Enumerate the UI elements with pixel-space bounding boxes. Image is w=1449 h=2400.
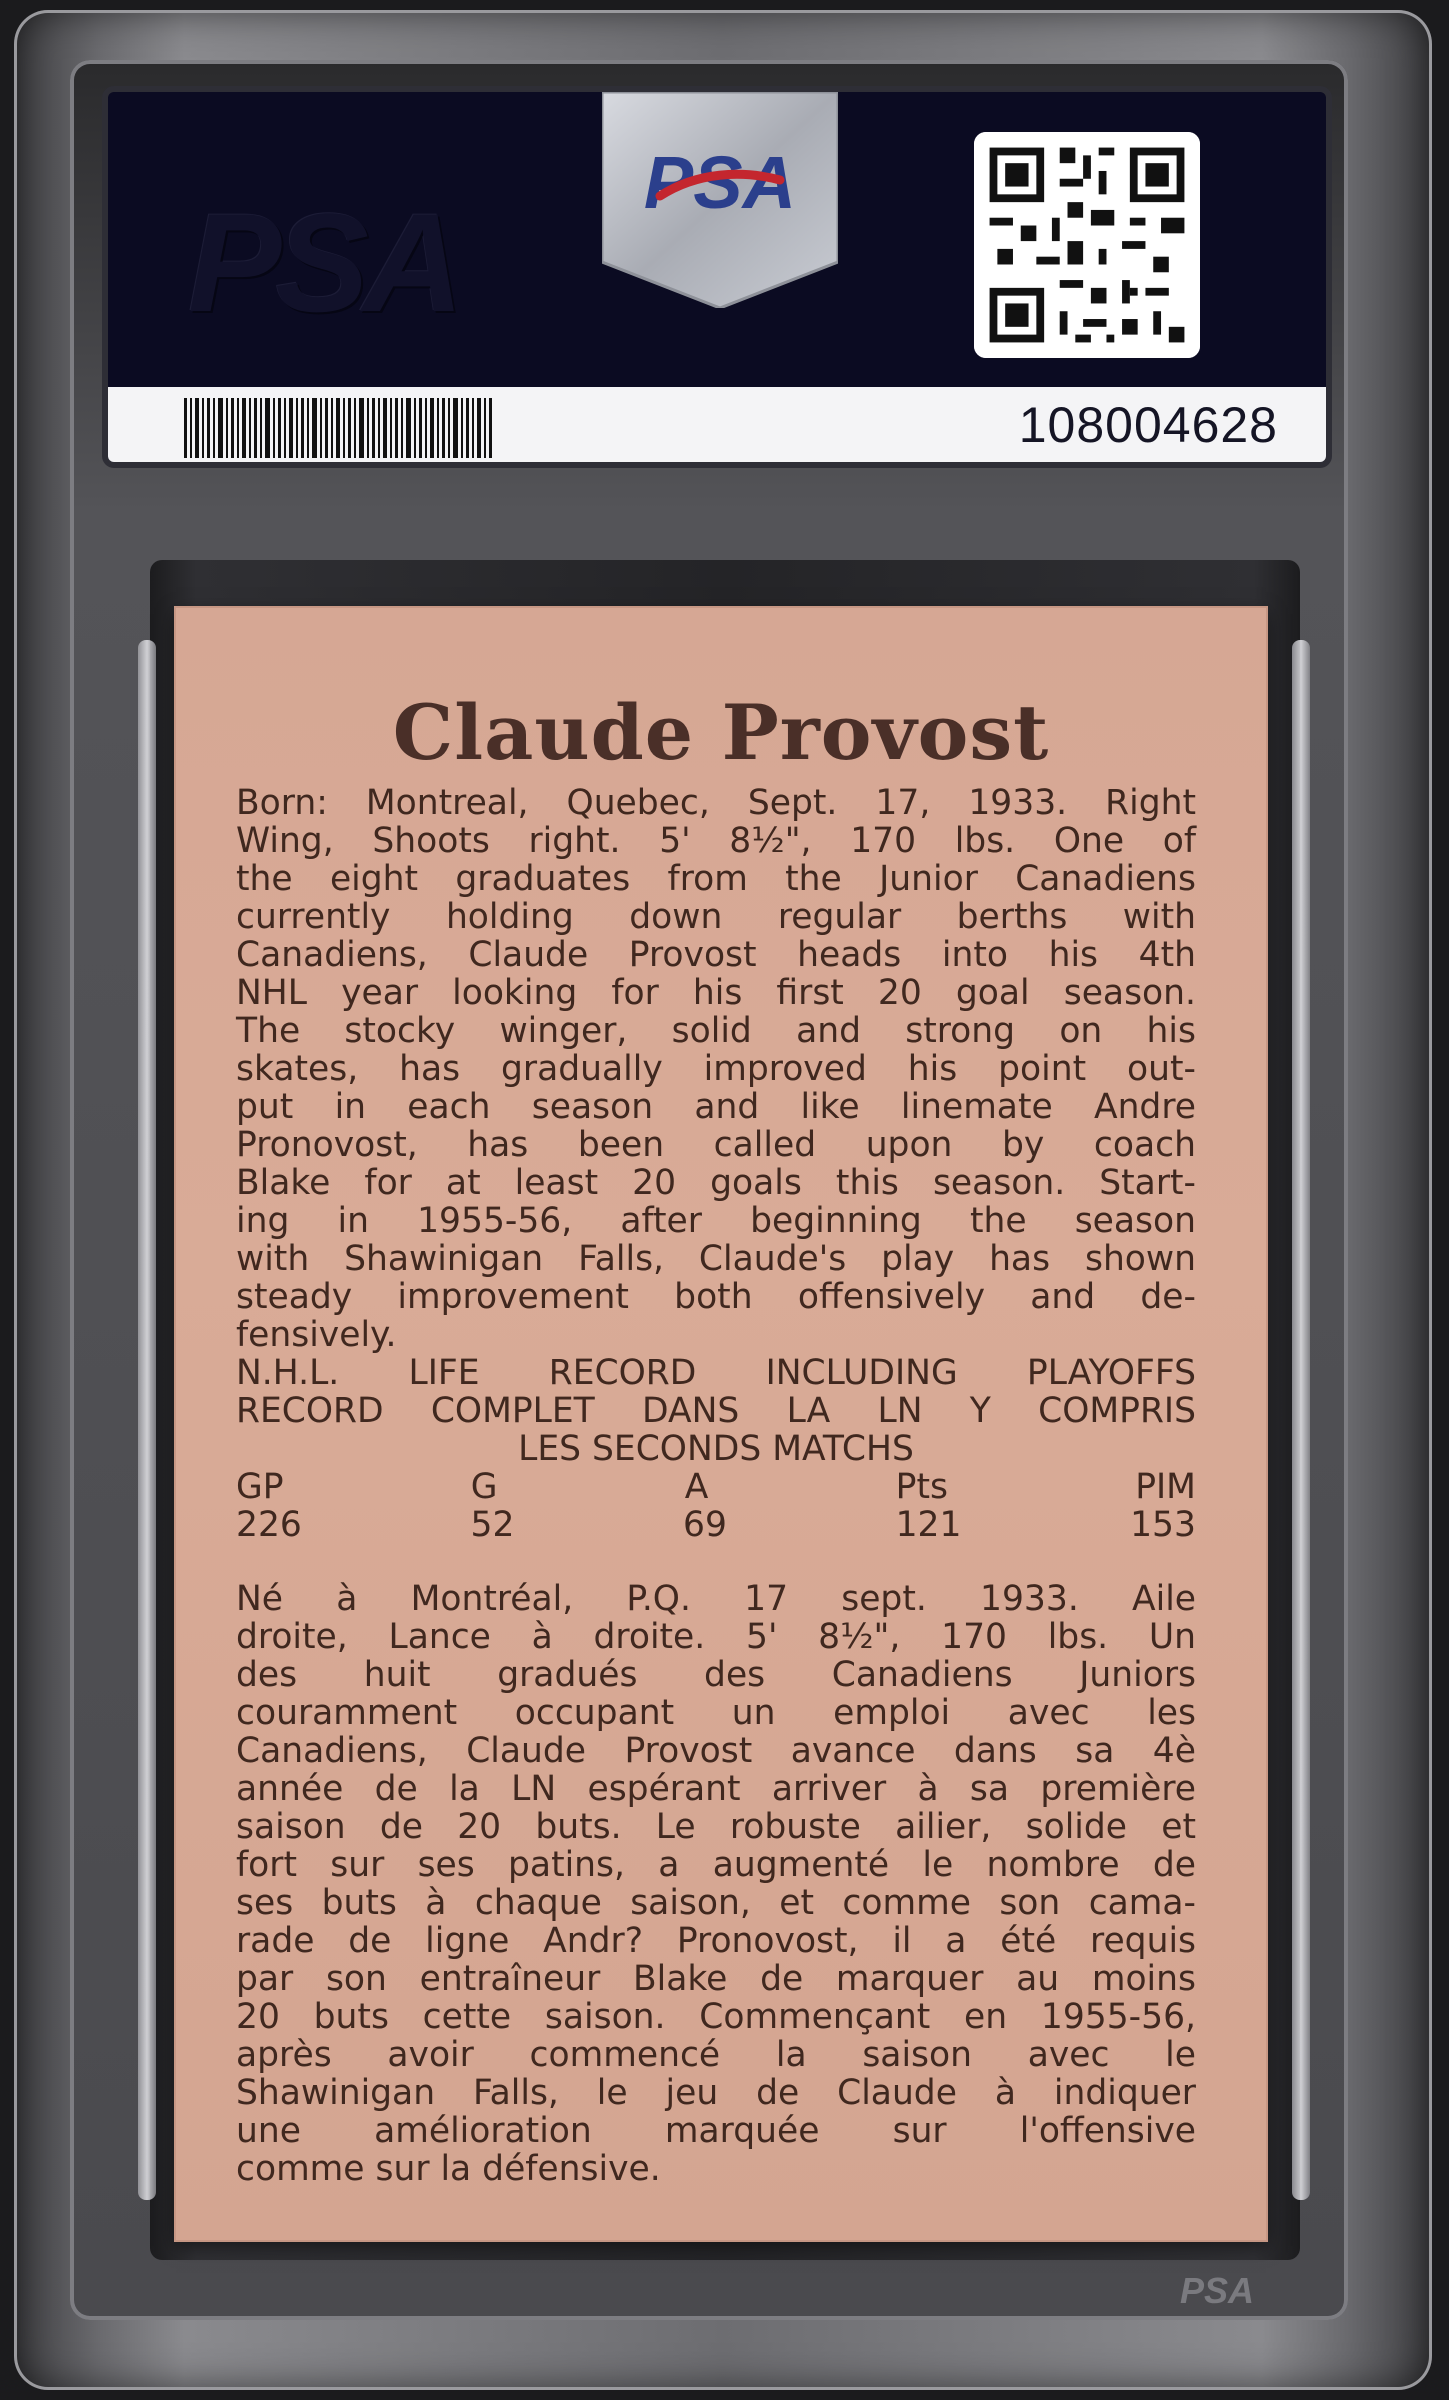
psa-logo-embossed: PSA xyxy=(188,184,458,341)
stats-value-row xyxy=(236,1506,1196,1544)
bio-en-line: NHL year looking for his first 20 goal season. xyxy=(236,973,1196,1013)
bio-fr-line: droite, Lance à droite. 5' 8½", 170 lbs. Un xyxy=(236,1617,1196,1657)
record-heading-fr: RECORD COMPLET DANS LA LN Y COMPRIS xyxy=(236,1391,1196,1431)
bio-en-line: Born: Montreal, Quebec, Sept. 17, 1933. Right xyxy=(236,783,1196,823)
stat-header-pts: Pts xyxy=(895,1467,948,1507)
stat-header-pim: PIM xyxy=(1135,1467,1196,1507)
left-holder-rail xyxy=(138,640,156,2200)
bio-en-line: the eight graduates from the Junior Canadiens xyxy=(236,859,1196,899)
bio-en-line: fensively. xyxy=(236,1315,397,1355)
bio-fr-line: couramment occupant un emploi avec les xyxy=(236,1693,1196,1733)
player-name: Claude Provost xyxy=(392,688,1050,777)
stat-header-a: A xyxy=(684,1467,709,1507)
bio-fr-line: fort sur ses patins, a augmenté le nombre de xyxy=(236,1845,1196,1885)
bio-en-line: Blake for at least 20 goals this season. Start- xyxy=(236,1163,1196,1203)
stat-header-gp: GP xyxy=(236,1467,284,1507)
stat-header-g: G xyxy=(470,1467,498,1507)
svg-text:PSA: PSA xyxy=(643,141,797,224)
stat-value-a: 69 xyxy=(683,1505,727,1545)
psa-bottom-emboss: PSA xyxy=(1180,2270,1255,2311)
barcode xyxy=(184,398,494,458)
bio-fr-line: des huit gradués des Canadiens Juniors xyxy=(236,1655,1196,1695)
bio-en-line: put in each season and like linemate Andre xyxy=(236,1087,1196,1127)
bio-en-line: The stocky winger, solid and strong on his xyxy=(236,1011,1196,1051)
bio-fr-line: par son entraîneur Blake de marquer au moins xyxy=(236,1959,1196,1999)
bio-fr-line: une amélioration marquée sur l'offensive xyxy=(236,2111,1196,2151)
psa-shield-logo xyxy=(602,92,838,308)
record-heading-en: N.H.L. LIFE RECORD INCLUDING PLAYOFFS xyxy=(236,1353,1196,1393)
record-heading-fr-2: LES SECONDS MATCHS xyxy=(518,1429,914,1469)
stats-header-row xyxy=(236,1468,1196,1506)
bio-fr-line: après avoir commencé la saison avec le xyxy=(236,2035,1196,2075)
bio-en-line: Wing, Shoots right. 5' 8½", 170 lbs. One of xyxy=(236,821,1196,861)
bio-en-line: Pronovost, has been called upon by coach xyxy=(236,1125,1196,1165)
bio-fr-line: année de la LN espérant arriver à sa première xyxy=(236,1769,1196,1809)
bio-fr-line: Canadiens, Claude Provost avance dans sa 4è xyxy=(236,1731,1196,1771)
qr-code xyxy=(974,132,1200,358)
stat-value-pts: 121 xyxy=(895,1505,962,1545)
stat-value-gp: 226 xyxy=(236,1505,302,1545)
stat-value-pim: 153 xyxy=(1130,1505,1196,1545)
bio-fr-line: rade de ligne Andr? Pronovost, il a été requis xyxy=(236,1921,1196,1961)
bio-fr-line: Né à Montréal, P.Q. 17 sept. 1933. Aile xyxy=(236,1579,1196,1619)
cert-number: 108004628 xyxy=(1018,397,1278,453)
bio-fr-line: ses buts à chaque saison, et comme son cama- xyxy=(236,1883,1196,1923)
bio-en-line: with Shawinigan Falls, Claude's play has shown xyxy=(236,1239,1196,1279)
stat-value-g: 52 xyxy=(470,1505,515,1545)
bio-fr-line: comme sur la défensive. xyxy=(236,2149,661,2189)
right-holder-rail xyxy=(1292,640,1310,2200)
bio-en-line: steady improvement both offensively and de- xyxy=(236,1277,1196,1317)
bio-english xyxy=(236,784,1196,1354)
record-heading xyxy=(236,1354,1196,1468)
bio-en-line: currently holding down regular berths with xyxy=(236,897,1196,937)
bio-fr-line: 20 buts cette saison. Commençant en 1955-56, xyxy=(236,1997,1196,2037)
hockey-card-back xyxy=(176,608,1266,2240)
stats-table xyxy=(236,1468,1196,1544)
bio-en-line: Canadiens, Claude Provost heads into his 4th xyxy=(236,935,1196,975)
bio-en-line: skates, has gradually improved his point out- xyxy=(236,1049,1196,1089)
bio-french xyxy=(236,1580,1196,2188)
bio-en-line: ing in 1955-56, after beginning the season xyxy=(236,1201,1196,1241)
bio-fr-line: Shawinigan Falls, le jeu de Claude à indiquer xyxy=(236,2073,1196,2113)
bio-fr-line: saison de 20 buts. Le robuste ailier, solide et xyxy=(236,1807,1196,1847)
psa-label xyxy=(108,92,1326,462)
